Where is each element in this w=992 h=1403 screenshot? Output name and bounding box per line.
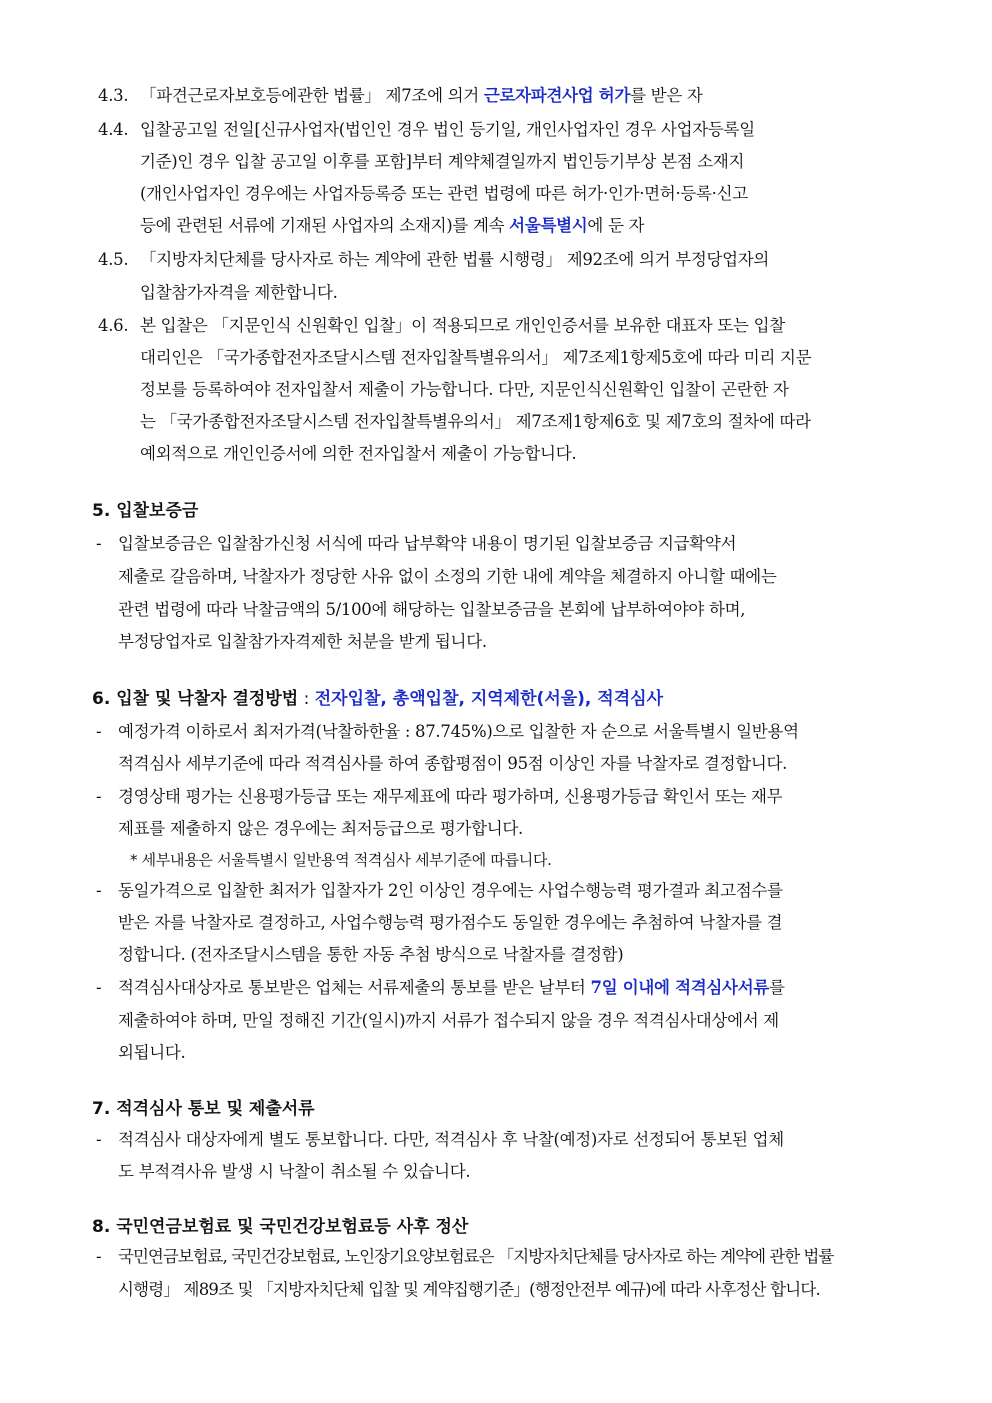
emphasis-text: 서울특별시 bbox=[509, 216, 588, 235]
bullet-dash: - bbox=[96, 534, 102, 553]
bullet-dash: - bbox=[96, 1247, 101, 1266]
section-7-heading: 7. 적격심사 통보 및 제출서류 bbox=[92, 1099, 315, 1119]
item-number: 4.3. bbox=[98, 86, 129, 105]
item-text: 「파견근로자보호등에관한 법률」 제7조에 의거 근로자파견사업 허가를 받은 자 bbox=[140, 86, 703, 105]
emphasis-text: 근로자파견사업 허가 bbox=[483, 86, 631, 105]
section-8-heading: 8. 국민연금보험료 및 국민건강보험료등 사후 정산 bbox=[92, 1217, 469, 1237]
section-6-heading: 6. 입찰 및 낙찰자 결정방법 : 전자입찰, 총액입찰, 지역제한(서울), 적격심사 bbox=[92, 689, 663, 709]
deadline-emphasis: 7일 이내에 적격심사서류 bbox=[590, 978, 769, 997]
bullet-dash: - bbox=[96, 1130, 102, 1149]
item-text: 입찰공고일 전일[신규사업자(법인인 경우 법인 등기일, 개인사업자인 경우 사업자등록일 bbox=[140, 120, 755, 139]
item-text: 본 입찰은 「지문인식 신원확인 입찰」이 적용되므로 개인인증서를 보유한 대표자 또는 입찰 bbox=[140, 316, 785, 335]
bid-method: 전자입찰, 총액입찰, 지역제한(서울), 적격심사 bbox=[314, 689, 663, 709]
item-number: 4.5. bbox=[98, 250, 129, 269]
bullet-dash: - bbox=[96, 978, 102, 997]
item-text: 「지방자치단체를 당사자로 하는 계약에 관한 법률 시행령」 제92조에 의거 부정당업자의 bbox=[140, 250, 770, 269]
bullet-dash: - bbox=[96, 881, 102, 900]
bullet-dash: - bbox=[96, 787, 102, 806]
bullet-dash: - bbox=[96, 722, 102, 741]
item-number: 4.4. bbox=[98, 120, 129, 139]
section-5-heading: 5. 입찰보증금 bbox=[92, 501, 199, 521]
item-number: 4.6. bbox=[98, 316, 129, 335]
document-page: 4.3. 「파견근로자보호등에관한 법률」 제7조에 의거 근로자파견사업 허가를 받은 자 4.4. 입찰공고일 전일[신규사업자(법인인 경우 법인 등기일, 개인사업자인 경우 사업자등록일 기준)인 경우 입찰 공고일 이후를 포함]부터 계약체결일까지 법인등기부상 본점 소재지 (개인사업자인 경우에는 사업자등록증 또는 관련 법령에 따른 허가·인가·면허·등록·신고 등에 관련된 서류에 기재된 사업자의 소재지)를 계속 서울특별시에 둔 자 4.5. 「지방자치단체를 당사자로 하는 계약에 관한 법률 시행령」 제92조에 의거 부정당업자의 입찰참가자격을 제한합니다. 4.6. 본 입찰은 「지문인식 신원확인 입찰」이 적용되므로 개인인증서를 보유한 대표자 또는 입찰 대리인은 「국가종합전자조달시스템 전자입찰특별유의서」 제7조제1항제5호에 따라 미리 지문 정보를 등록하여야 전자입찰서 제출이 가능합니다. 다만, 지문인식신원확인 입찰이 곤란한 자 는 「국가종합전자조달시스템 전자입찰특별유의서」 제7조제1항제6호 및 제7호의 절차에 따라 예외적으로 개인인증서에 의한 전자입찰서 제출이 가능합니다. 5. 입찰보증금 - 입찰보증금은 입찰참가신청 서식에 따라 납부확약 내용이 명기된 입찰보증금 지급확약서 제출로 갈음하며, 낙찰자가 정당한 사유 없이 소정의 기한 내에 계약을 체결하지 아니할 때에는 관련 법령에 따라 낙찰금액의 5/100에 해당하는 입찰보증금을 본회에 납부하여야야 하며, 부정당업자로 입찰참가자격제한 처분을 받게 됩니다. 6. 입찰 및 낙찰자 결정방법 : 전자입찰, 총액입찰, 지역제한(서울), 적격심사 - 예정가격 이하로서 최저가격(낙찰하한율 : 87.745%)으로 입찰한 자 순으로 서울특별시 일반용역 적격심사 세부기준에 따라 적격심사를 하여 종합평점이 95점 이상인 자를 낙찰자로 결정합니다. - 경영상태 평가는 신용평가등급 또는 재무제표에 따라 평가하며, 신용평가등급 확인서 또는 재무 제표를 제출하지 않은 경우에는 최저등급으로 평가합니다. * 세부내용은 서울특별시 일반용역 적격심사 세부기준에 따릅니다. - 동일가격으로 입찰한 최저가 입찰자가 2인 이상인 경우에는 사업수행능력 평가결과 최고점수를 받은 자를 낙찰자로 결정하고, 사업수행능력 평가점수도 동일한 경우에는 추첨하여 낙찰자를 결 정합니다. (전자조달시스템을 통한 자동 추첨 방식으로 낙찰자를 결정함) - 적격심사대상자로 통보받은 업체는 서류제출의 통보를 받은 날부터 7일 이내에 적격심사서류를 제출하여야 하며, 만일 정해진 기간(일시)까지 서류가 접수되지 않을 경우 적격심사대상에서 제 외됩니다. 7. 적격심사 통보 및 제출서류 - 적격심사 대상자에게 별도 통보합니다. 다만, 적격심사 후 낙찰(예정)자로 선정되어 통보된 업체 도 부적격사유 발생 시 낙찰이 취소될 수 있습니다. 8. 국민연금보험료 및 국민건강보험료등 사후 정산 - 국민연금보험료, 국민건강보험료, 노인장기요양보험료은 「지방자치단체를 당사자로 하는 계약에 관한 법률 시행령」 제89조 및 「지방자치단체 입찰 및 계약집행기준」(행정안전부 예규)에 따라 사후정산 합니다. bbox=[92, 86, 834, 1299]
